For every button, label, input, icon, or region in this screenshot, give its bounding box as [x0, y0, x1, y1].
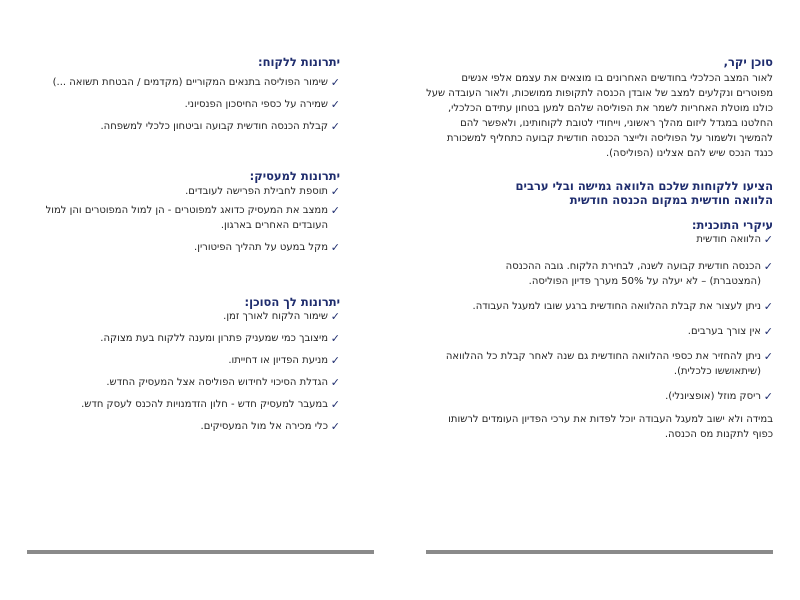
plan-title: עיקרי התוכנית:: [691, 218, 773, 232]
offer-title-2: הלוואה חודשית במקום הכנסה חודשית: [569, 193, 773, 207]
left-page: [32, 55, 340, 434]
footer-divider-right: [426, 550, 773, 554]
list-item: ✓ הגדלת הסיכוי לחידוש הפוליסה אצל המעסיק החדש.: [106, 376, 340, 389]
checkmark-icon: ✓: [330, 120, 340, 133]
checkmark-icon: ✓: [330, 376, 340, 389]
list-item: ✓ תוספת לחבילת הפרישה לעובדים.: [185, 185, 340, 198]
list-item: ✓ ניתן לעצור את קבלת ההלוואה החודשית ברגע שובו למעגל העבודה.: [472, 300, 773, 313]
employer-benefits-title: יתרונות למעסיק:: [249, 169, 340, 183]
checkmark-icon: ✓: [330, 241, 340, 254]
checkmark-icon: ✓: [330, 332, 340, 345]
list-item: ✓ מקל במעט על תהליך הפיטורין.: [194, 241, 340, 254]
list-item: ✓ ניתן להחזיר את כספי ההלוואה החודשית גם שנה לאחר קבלת כל ההלוואה (שיתאוששו כלכלית).: [445, 350, 773, 377]
checkmark-icon: ✓: [330, 310, 340, 323]
agent-benefits-title: יתרונות לך הסוכן:: [244, 295, 340, 309]
list-item: ✓ במעבר למעסיק חדש - חלון הזדמנויות להכנס לעסק חדש.: [81, 398, 340, 411]
employer-benefits-list: [32, 184, 340, 255]
list-item: ✓ מיצובך כמי שמעניק פתרון ומענה ללקוח בעת מצוקה.: [100, 332, 340, 345]
list-item: ✓ שמירה על כספי החיסכון הפנסיוני.: [184, 98, 340, 111]
checkmark-icon: ✓: [763, 300, 773, 313]
list-item: ✓ שימור הפוליסה בתנאים המקוריים (מקדמים / הבטחת תשואה ...): [52, 76, 340, 89]
intro-paragraph: לאור המצב הכלכלי בחודשים האחרונים בו מוצאים את עצמם אלפי אנשים מפוטרים ונקלעים למצב של אובדן הכנסה לתקופות ממושכות, ולאור העובדה שעל כולנו מוטלת האחריות לשמר את הפוליסה שלהם למען בטחון עתידם הכלכלי, החלטנו במגדל ליזום מהלך ראשוני, וייחודי לטובת לקוחותינו, ולאפשר להם להמשיך ולשמור על הפוליסה ולייצר הכנסה חודשית קבועה כתחליף למשכורת כנגד הנכס שיש להם אצלינו (הפוליסה).: [426, 73, 773, 159]
footer-divider-left: [27, 550, 374, 554]
checkmark-icon: ✓: [330, 76, 340, 89]
list-item: ✓ אין צורך בערבים.: [687, 325, 773, 338]
checkmark-icon: ✓: [330, 420, 340, 433]
offer-titles: [425, 179, 773, 207]
list-item: ✓ שימור הלקוח לאורך זמן.: [223, 310, 340, 323]
client-benefits-list: [32, 75, 340, 134]
checkmark-icon: ✓: [330, 204, 340, 217]
checkmark-icon: ✓: [330, 398, 340, 411]
checkmark-icon: ✓: [763, 260, 773, 273]
checkmark-icon: ✓: [330, 185, 340, 198]
list-item: ✓ מניעת הפדיון או דחייתו.: [228, 354, 340, 367]
list-item: ✓ הכנסה חודשית קבועה לשנה, לבחירת הלקוח. גובה ההכנסה (המצטברת) – לא יעלה על 50% מערך פדיון הפוליסה.: [505, 260, 773, 287]
list-item: ✓ ריסק מוזל (אופציונלי).: [665, 390, 773, 403]
list-item: ✓ ממצב את המעסיק כדואג למפוטרים - הן למול המפוטרים והן למול העובדים האחרים בארגון.: [45, 204, 340, 231]
checkmark-icon: ✓: [330, 354, 340, 367]
checkmark-icon: ✓: [330, 98, 340, 111]
offer-title-1: הציעו ללקוחות שלכם הלוואה גמישה ובלי ערבים: [515, 179, 773, 193]
client-benefits-title: יתרונות ללקוח:: [258, 55, 340, 69]
checkmark-icon: ✓: [763, 390, 773, 403]
greeting-heading: סוכן יקר,: [723, 55, 773, 69]
agent-benefits-list: [32, 309, 340, 434]
list-item: ✓ הלוואה חודשית: [696, 233, 773, 246]
right-page: [425, 55, 773, 442]
list-item: ✓ כלי מכירה אל מול המעסיקים.: [200, 420, 340, 433]
checkmark-icon: ✓: [763, 233, 773, 246]
plan-list: [425, 232, 773, 404]
checkmark-icon: ✓: [763, 325, 773, 338]
closing-paragraph: במידה ולא ישוב למעגל העבודה יוכל לפדות את ערכי הפדיון העומדים לרשותו כפוף לתקנות מס הכנסה.: [448, 414, 773, 440]
list-item: ✓ קבלת הכנסה חודשית קבועה וביטחון כלכלי למשפחה.: [100, 120, 340, 133]
checkmark-icon: ✓: [763, 350, 773, 363]
